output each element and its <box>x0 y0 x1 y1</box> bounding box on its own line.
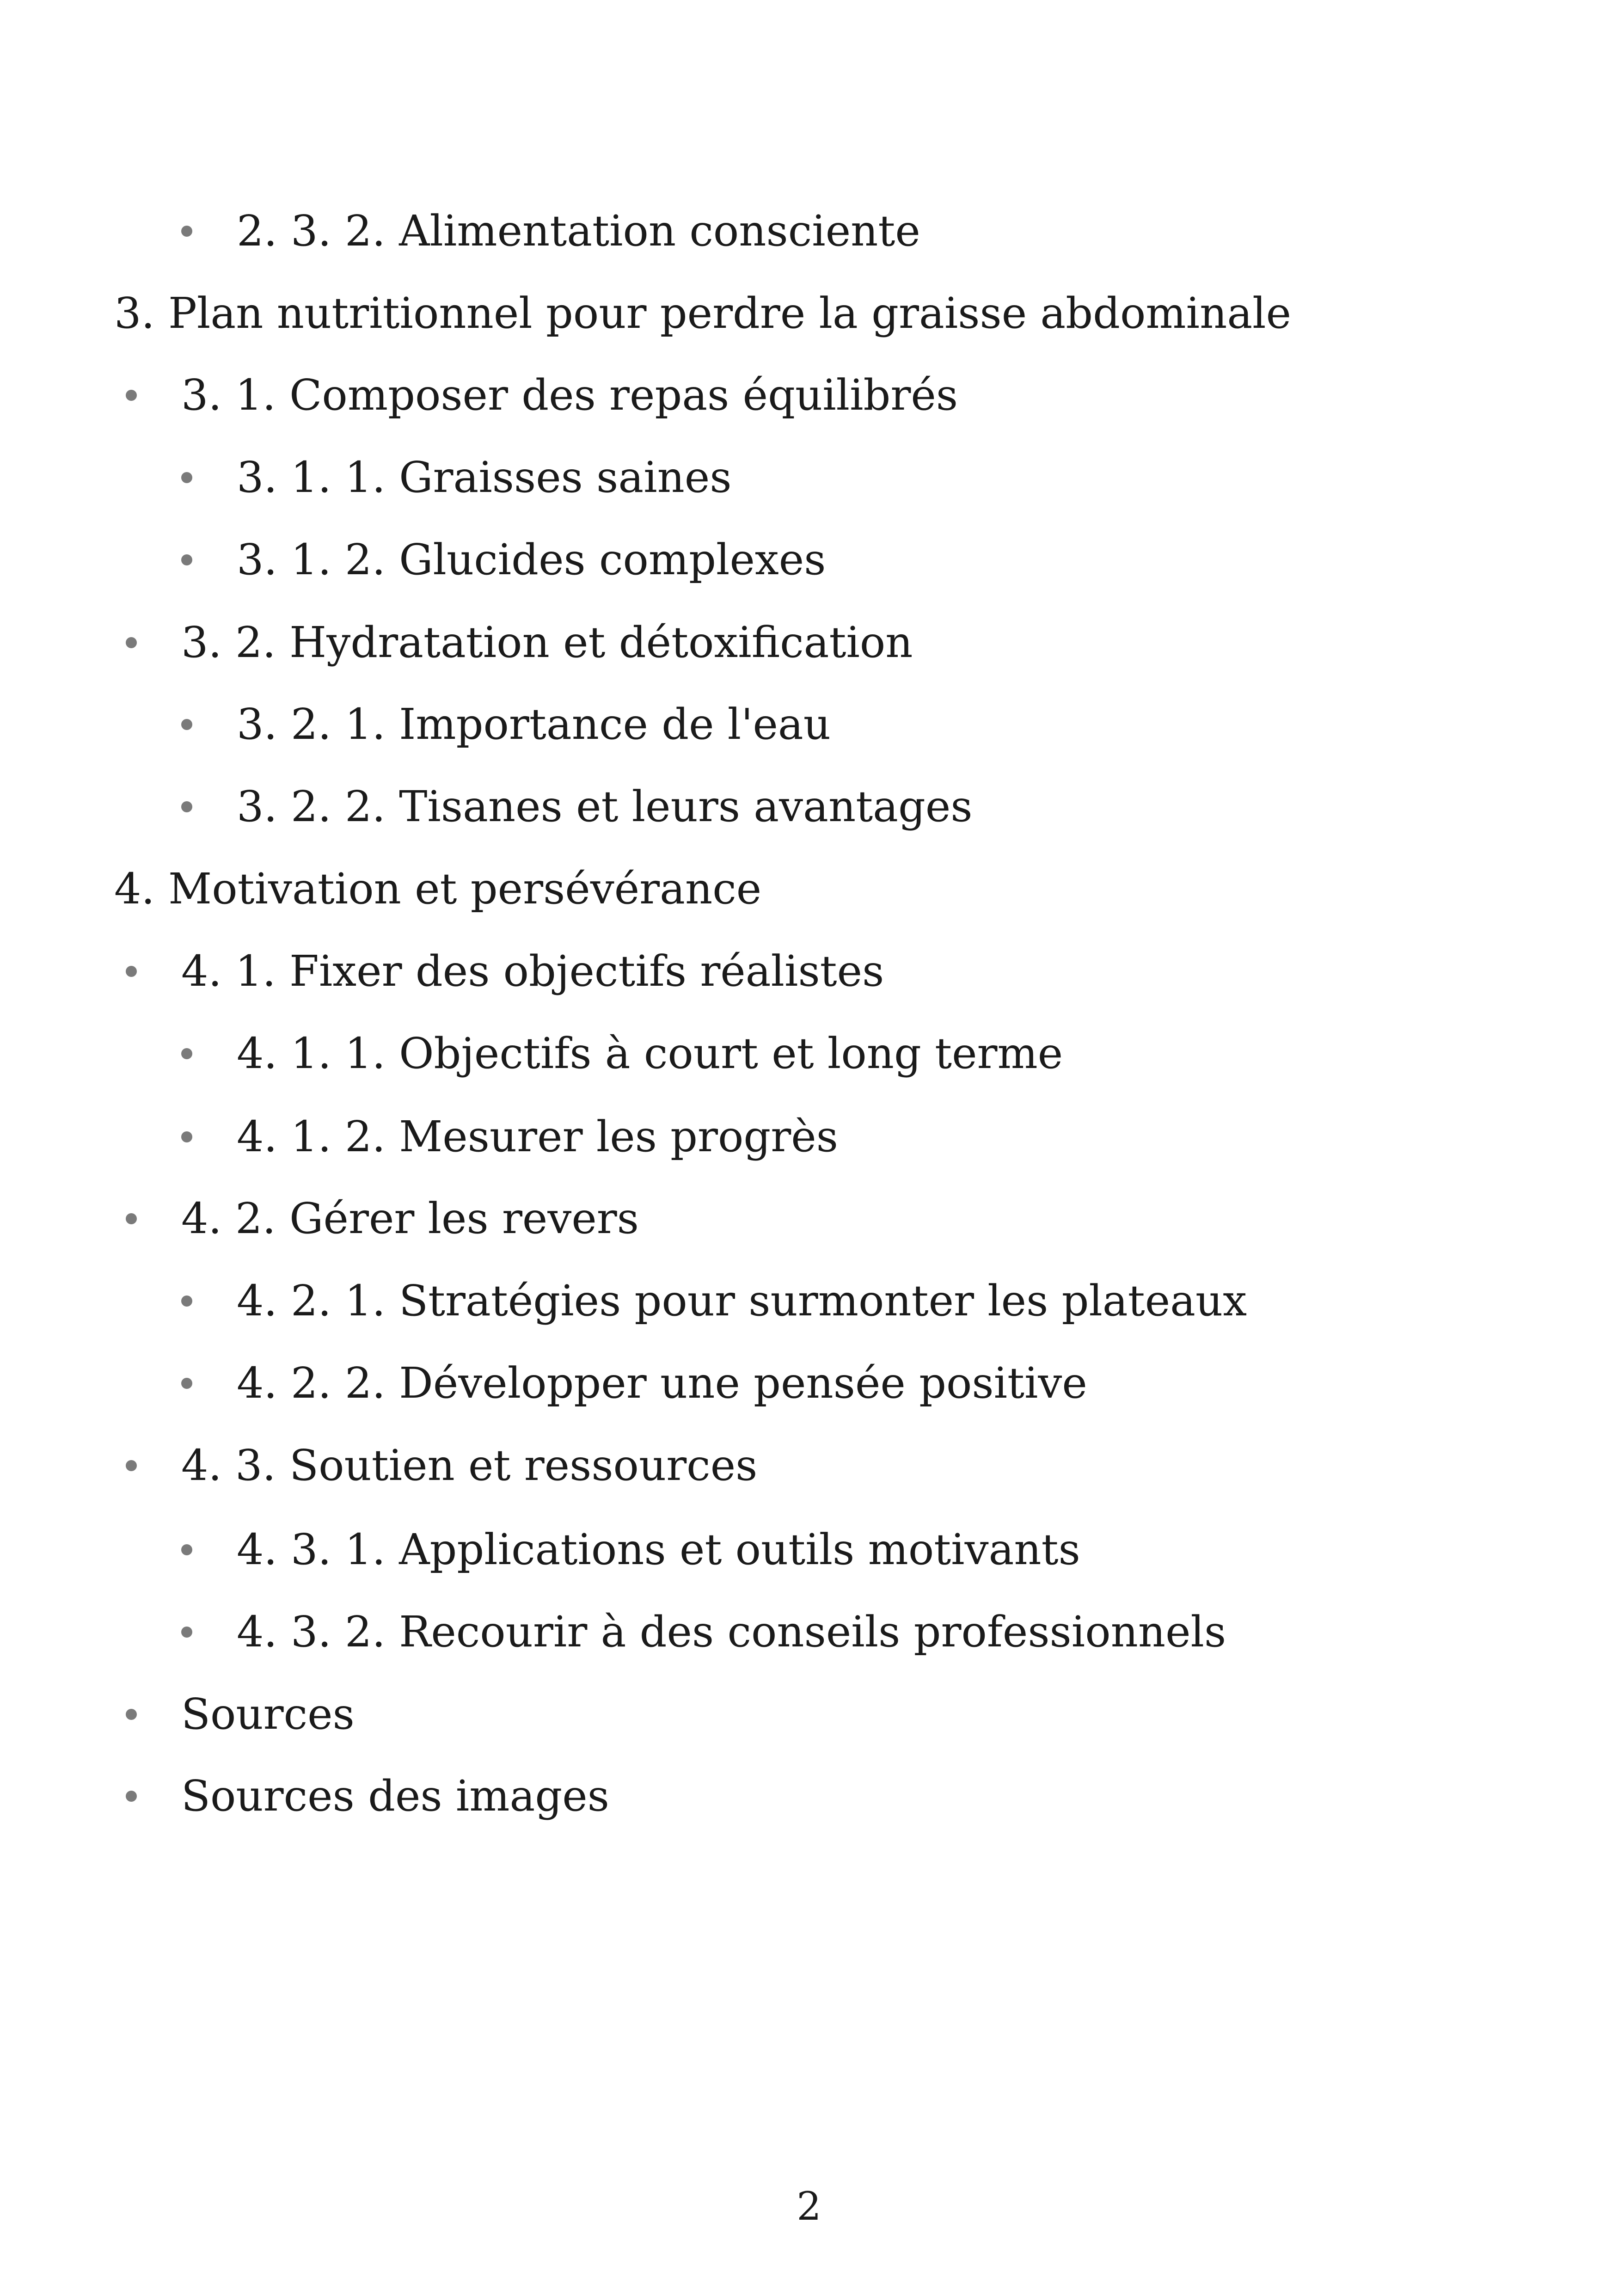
toc-entry-label: 4. 2. 2. Développer une pensée positive <box>237 1358 1087 1408</box>
toc-entry[interactable] <box>0 857 761 921</box>
bullet-icon <box>181 1378 192 1389</box>
toc-entry-label: 4. 3. 1. Applications et outils motivants <box>237 1525 1080 1574</box>
bullet-icon <box>181 226 192 237</box>
toc-entry[interactable] <box>0 445 732 510</box>
toc-entry[interactable] <box>0 1764 609 1829</box>
bullet-icon <box>181 1131 192 1142</box>
toc-entry[interactable] <box>0 1186 639 1251</box>
bullet-icon <box>181 554 192 565</box>
bullet-icon <box>181 1544 192 1555</box>
bullet-icon <box>181 719 192 730</box>
bullet-icon <box>126 1791 137 1802</box>
toc-entry[interactable] <box>0 939 884 1004</box>
toc-entry-label: 4. 2. Gérer les revers <box>181 1194 639 1243</box>
toc-entry[interactable] <box>0 1351 1087 1416</box>
toc-entry-label: 3. 1. Composer des repas équilibrés <box>181 370 958 420</box>
toc-entry[interactable] <box>0 363 958 428</box>
toc-entry-label: 2. 3. 2. Alimentation consciente <box>237 206 920 256</box>
toc-entry-label: Sources des images <box>181 1771 609 1821</box>
toc-entry-label: 4. 3. 2. Recourir à des conseils professionnels <box>237 1607 1226 1657</box>
toc-entry-label: 3. 2. 2. Tisanes et leurs avantages <box>237 782 973 831</box>
toc-entry[interactable] <box>0 1269 1247 1333</box>
toc-entry[interactable] <box>0 1105 838 1169</box>
toc-entry[interactable] <box>0 1600 1226 1664</box>
bullet-icon <box>181 1048 192 1059</box>
bullet-icon <box>126 1709 137 1720</box>
toc-entry-label: 3. 1. 2. Glucides complexes <box>237 535 826 584</box>
page-number: 2 <box>797 2184 821 2229</box>
toc-entry[interactable] <box>0 1517 1080 1582</box>
toc-entry-label: 3. 2. Hydratation et détoxification <box>181 618 913 667</box>
bullet-icon <box>126 637 137 648</box>
toc-entry-label: 3. Plan nutritionnel pour perdre la graisse abdominale <box>114 289 1292 338</box>
toc-entry-label: 4. 3. Soutien et ressources <box>181 1441 758 1490</box>
bullet-icon <box>181 801 192 812</box>
toc-entry-label: 3. 1. 1. Graisses saines <box>237 453 732 502</box>
toc-entry-label: Sources <box>181 1689 355 1739</box>
toc-entry[interactable] <box>0 528 826 592</box>
toc-entry-label: 4. Motivation et persévérance <box>114 864 762 914</box>
bullet-icon <box>126 1213 137 1224</box>
bullet-icon <box>181 1627 192 1638</box>
bullet-icon <box>181 472 192 483</box>
bullet-icon <box>126 1460 137 1471</box>
toc-entry[interactable] <box>0 281 1291 346</box>
toc-entry-label: 4. 2. 1. Stratégies pour surmonter les plateaux <box>237 1276 1247 1326</box>
toc-entry[interactable] <box>0 610 913 675</box>
toc-entry[interactable] <box>0 1433 757 1498</box>
toc-entry-label: 4. 1. 2. Mesurer les progrès <box>237 1112 838 1161</box>
toc-entry-label: 4. 1. 1. Objectifs à court et long terme <box>237 1029 1063 1078</box>
toc-entry[interactable] <box>0 199 920 264</box>
toc-entry[interactable] <box>0 1021 1063 1086</box>
bullet-icon <box>126 966 137 977</box>
toc-entry-label: 4. 1. Fixer des objectifs réalistes <box>181 946 884 996</box>
toc-entry-label: 3. 2. 1. Importance de l'eau <box>237 700 831 749</box>
bullet-icon <box>181 1295 192 1307</box>
toc-entry[interactable] <box>0 692 831 757</box>
bullet-icon <box>126 390 137 401</box>
toc-entry[interactable] <box>0 1682 355 1747</box>
toc-entry[interactable] <box>0 774 973 839</box>
